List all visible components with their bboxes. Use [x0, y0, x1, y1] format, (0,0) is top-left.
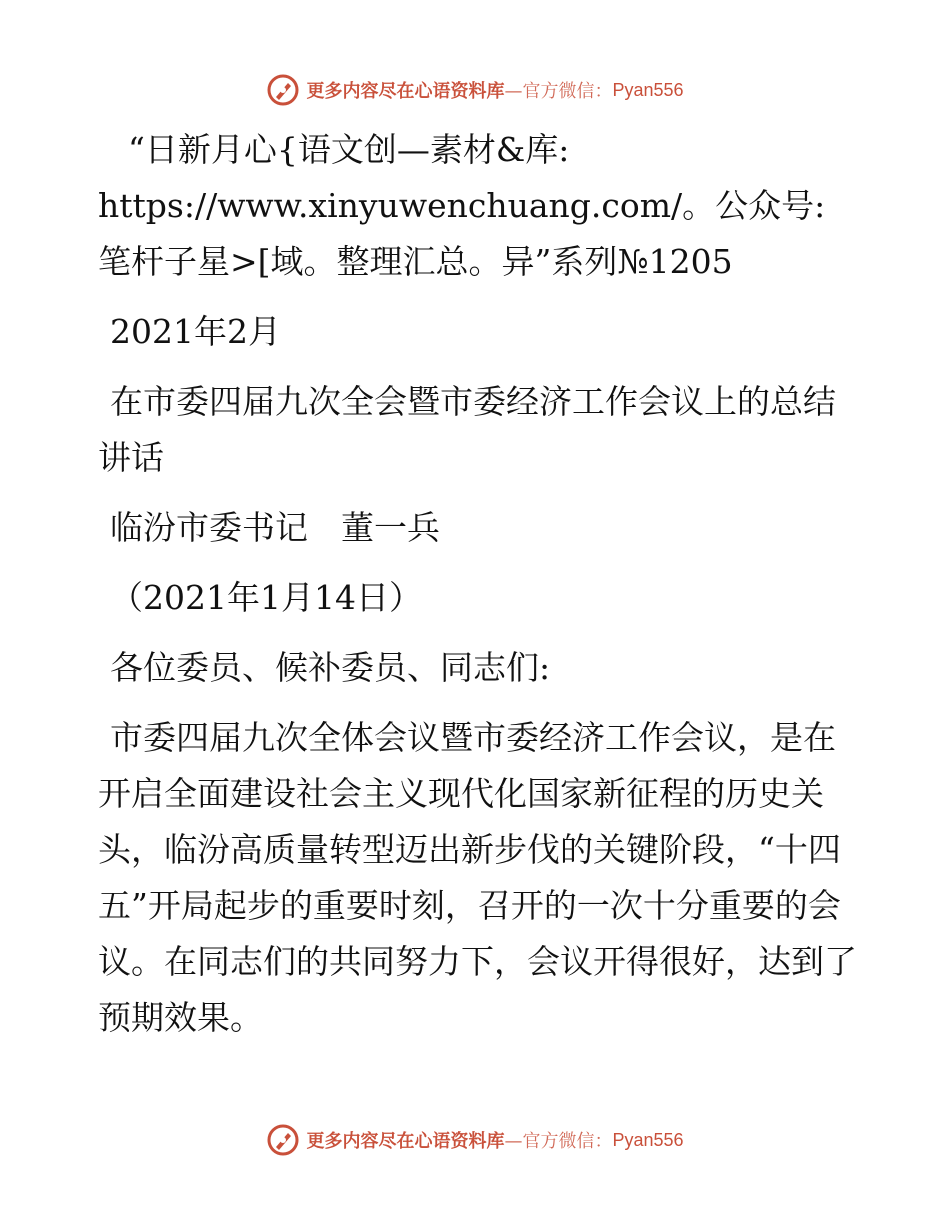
- paragraph-1: 市委四届九次全体会议暨市委经济工作会议，是在开启全面建设社会主义现代化国家新征程的历史关头，临汾高质量转型迈出新步伐的关键阶段，“十四五”开局起步的重要时刻，召开的一次十分重要的会议。在同志们的共同努力下，会议开得很好，达到了预期效果。: [98, 718, 857, 1037]
- watermark-banner-top: [0, 70, 950, 110]
- document-title: 在市委四届九次全会暨市委经济工作会议上的总结讲话: [98, 382, 836, 477]
- speech-date: （2021年1月14日）: [110, 578, 422, 617]
- intro-text: “日新月心{语文创—素材&库: https://www.xinyuwenchuang.com/。公众号: 笔杆子星>[域。整理汇总。异”系列№1205: [98, 130, 826, 281]
- watermark-banner-bottom: [0, 1120, 950, 1160]
- pen-circle-logo-icon: [266, 73, 300, 107]
- document-date: 2021年2月: [110, 312, 281, 351]
- salutation: 各位委员、候补委员、同志们:: [110, 648, 551, 687]
- document-body: [98, 122, 858, 1060]
- banner-sub-text: —官方微信：: [504, 81, 613, 102]
- banner-handle: Pyan556: [612, 1129, 684, 1150]
- banner-sub-text: —官方微信：: [504, 1131, 613, 1152]
- banner-main-text: 更多内容尽在心语资料库: [306, 1131, 505, 1152]
- banner-main-text: 更多内容尽在心语资料库: [306, 81, 505, 102]
- pen-circle-logo-icon: [266, 1123, 300, 1157]
- document-author: 临汾市委书记 董一兵: [110, 508, 440, 547]
- banner-handle: Pyan556: [612, 79, 684, 100]
